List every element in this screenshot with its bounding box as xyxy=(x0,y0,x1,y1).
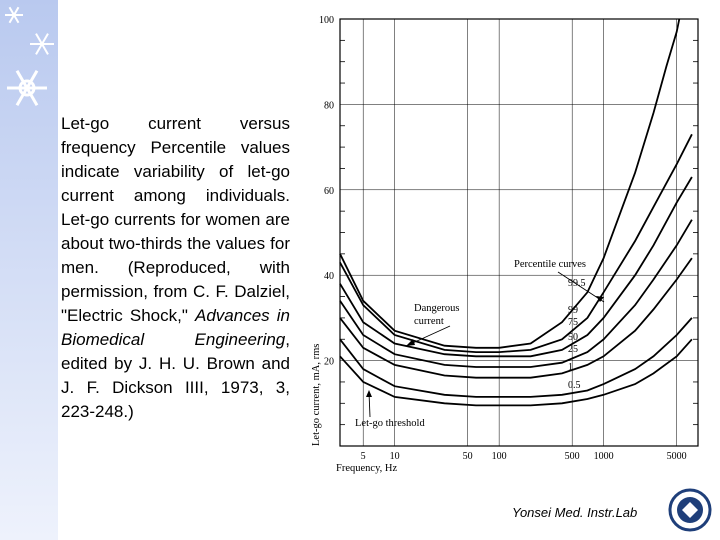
series-label: 25 xyxy=(568,344,578,355)
x-tick-label: 1000 xyxy=(593,451,614,462)
caption-body: Percentile values indicate variability of let-go current among individuals. Let-go currents for women are about two-thirds the values for men. (Reproduced, with permission, from C. F. Dalziel, "Electric Shock," xyxy=(61,138,290,325)
y-tick-label: 80 xyxy=(324,100,334,112)
x-tick-label: 5000 xyxy=(666,451,687,462)
plot-frame xyxy=(340,19,698,446)
university-seal-logo xyxy=(668,488,712,532)
figure-caption xyxy=(61,112,290,424)
annotation-percentile-curves: Percentile curves xyxy=(514,259,587,270)
caption-title: Let-go current versus frequency xyxy=(61,114,290,157)
series-label: 50 xyxy=(568,332,578,343)
caption-tail: , edited by J. H. U. Brown and J. F. Dickson IIII, 1973, 3, 223-248.) xyxy=(61,330,290,421)
series-label: 1 xyxy=(568,362,573,373)
percentile-curve xyxy=(340,19,679,348)
percentile-curve xyxy=(340,134,692,352)
series-label: 75 xyxy=(568,317,578,328)
annotation-arrowhead xyxy=(366,390,372,397)
annotation-let-go-threshold: Let-go threshold xyxy=(355,418,425,429)
x-tick-label: 100 xyxy=(491,451,507,462)
caption-journal: Advances in Biomedical Engineering xyxy=(61,306,290,349)
x-tick-label: 500 xyxy=(564,451,580,462)
y-axis-label: Let-go current, mA, rms xyxy=(311,343,322,446)
x-tick-label: 10 xyxy=(389,451,400,462)
footer-lab-name: Yonsei Med. Instr.Lab xyxy=(512,505,638,520)
annotation-dangerous: Dangerous xyxy=(414,303,460,314)
series-label: 99.5 xyxy=(568,278,586,289)
percentile-curve xyxy=(340,258,692,378)
x-tick-label: 50 xyxy=(462,451,473,462)
percentile-curve xyxy=(340,339,692,405)
series-label: 99 xyxy=(568,305,578,316)
annotation-current: current xyxy=(414,316,444,327)
x-tick-label: 5 xyxy=(360,451,366,462)
snowflake-decor xyxy=(0,0,60,120)
series-label: 0.5 xyxy=(568,380,581,391)
x-axis-label: Frequency, Hz xyxy=(336,463,398,474)
y-tick-label: 100 xyxy=(319,15,334,26)
y-tick-label: 60 xyxy=(324,185,334,197)
snowflake-icon xyxy=(30,34,54,55)
let-go-current-chart xyxy=(300,0,720,490)
snowflake-icon xyxy=(7,71,47,106)
snowflake-icon xyxy=(5,7,23,23)
y-tick-label: 20 xyxy=(324,356,334,368)
y-tick-label: 40 xyxy=(324,271,334,283)
